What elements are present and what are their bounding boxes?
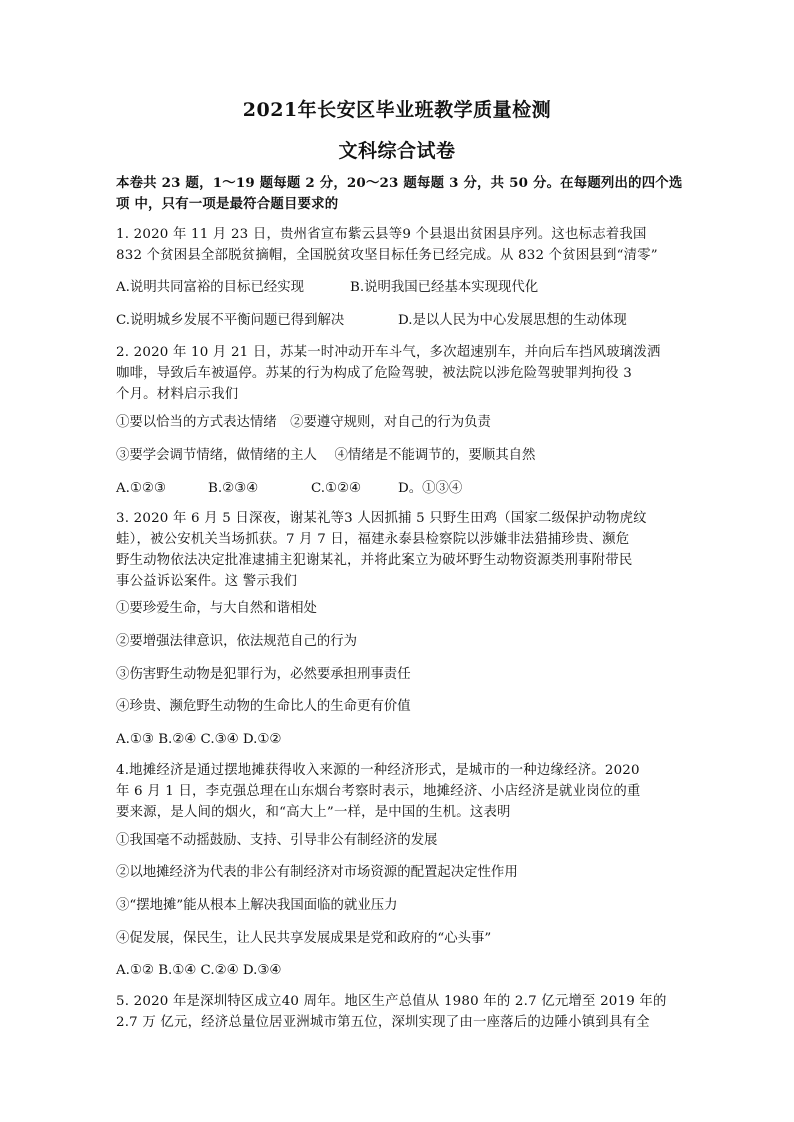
question-1-options-row-2 bbox=[116, 310, 684, 331]
question-5-stem bbox=[116, 991, 684, 1033]
instructions-line: 项 中，只有一项是最符合题目要求的 bbox=[116, 196, 339, 212]
question-3-options[interactable]: A.①③ B.②④ C.③④ D.①② bbox=[116, 732, 282, 747]
option-d[interactable]: D。①③④ bbox=[398, 481, 463, 496]
question-2-item-line: ③要学会调节情绪，做情绪的主人 ④情绪是不能调节的，要顺其自然 bbox=[116, 448, 536, 463]
option-b[interactable]: B.说明我国已经基本实现现代化 bbox=[350, 280, 539, 295]
stem-line: 2.7 万 亿元，经济总量位居亚洲城市第五位，深圳实现了由一座落后的边陲小镇到具有全 bbox=[116, 1015, 650, 1030]
stem-line: 咖啡，导致后车被逼停。苏某的行为构成了危险驾驶，被法院以涉危险驾驶罪判拘役 3 bbox=[116, 366, 633, 381]
stem-line: 蛙），被公安机关当场抓获。7 月 7 日，福建永泰县检察院以涉嫌非法猎捕珍贵、濒危 bbox=[116, 532, 630, 547]
question-4-item-line: ①我国毫不动摇鼓励、支持、引导非公有制经济的发展 bbox=[116, 833, 438, 848]
question-3-item-line: ④珍贵、濒危野生动物的生命比人的生命更有价值 bbox=[116, 699, 411, 714]
option-a[interactable]: A.说明共同富裕的目标已经实现 bbox=[116, 280, 305, 295]
page-subtitle: 文科综合试卷 bbox=[338, 140, 456, 162]
question-2-options bbox=[116, 478, 684, 499]
stem-line: 事公益诉讼案件。这 警示我们 bbox=[116, 574, 298, 589]
instructions bbox=[116, 173, 684, 215]
question-3-item-line: ①要珍爱生命，与大自然和谐相处 bbox=[116, 601, 317, 616]
instructions-line: 本卷共 23 题，1～19 题每题 2 分，20～23 题每题 3 分，共 50 分。在每题列出的四个选 bbox=[116, 175, 683, 191]
option-a[interactable]: A.①②③ bbox=[116, 481, 166, 496]
question-4-item-line: ④促发展，保民生，让人民共享发展成果是党和政府的“心头事” bbox=[116, 931, 492, 946]
option-b[interactable]: B.②③④ bbox=[208, 481, 259, 496]
stem-line: 年 6 月 1 日，李克强总理在山东烟台考察时表示，地摊经济、小店经济是就业岗位的重 bbox=[116, 784, 641, 799]
question-4-stem bbox=[116, 760, 684, 823]
page-title: 2021年长安区毕业班教学质量检测 bbox=[242, 99, 552, 121]
stem-line: 要来源，是人间的烟火，和“高大上”一样，是中国的生机。这表明 bbox=[116, 805, 511, 820]
question-3-stem bbox=[116, 508, 684, 592]
question-3-item-line: ③伤害野生动物是犯罪行为，必然要承担刑事责任 bbox=[116, 667, 411, 682]
question-3-item-line: ②要增强法律意识，依法规范自己的行为 bbox=[116, 634, 358, 649]
question-1-stem bbox=[116, 224, 684, 266]
stem-line: 1. 2020 年 11 月 23 日，贵州省宣布紫云县等9 个县退出贫困县序列。这也标志着我国 bbox=[116, 227, 647, 242]
question-4-item-line: ②以地摊经济为代表的非公有制经济对市场资源的配置起决定性作用 bbox=[116, 865, 518, 880]
option-d[interactable]: D.是以人民为中心发展思想的生动体现 bbox=[398, 313, 627, 328]
stem-line: 2. 2020 年 10 月 21 日，苏某一时冲动开车斗气，多次超速别车，并向后车挡风玻璃泼洒 bbox=[116, 345, 661, 360]
question-4-item-line: ③“摆地摊”能从根本上解决我国面临的就业压力 bbox=[116, 898, 398, 913]
stem-line: 3. 2020 年 6 月 5 日深夜，谢某礼等3 人因抓捕 5 只野生田鸡（国家二级保护动物虎纹 bbox=[116, 511, 647, 526]
question-2-stem bbox=[116, 342, 684, 405]
option-c[interactable]: C.①②④ bbox=[311, 481, 362, 496]
question-4-options[interactable]: A.①② B.①④ C.②④ D.③④ bbox=[116, 963, 282, 978]
stem-line: 个月。材料启示我们 bbox=[116, 387, 239, 402]
question-2-item-line: ①要以恰当的方式表达情绪 ②要遵守规则，对自己的行为负责 bbox=[116, 415, 491, 430]
stem-line: 832 个贫困县全部脱贫摘帽，全国脱贫攻坚目标任务已经完成。从 832 个贫困县到“清零” bbox=[116, 248, 658, 263]
question-1-options-row-1 bbox=[116, 277, 684, 298]
stem-line: 野生动物依法决定批准逮捕主犯谢某礼，并将此案立为破坏野生动物资源类刑事附带民 bbox=[116, 553, 633, 568]
stem-line: 5. 2020 年是深圳特区成立40 周年。地区生产总值从 1980 年的 2.7 亿元增至 2019 年的 bbox=[116, 994, 667, 1009]
option-c[interactable]: C.说明城乡发展不平衡问题已得到解决 bbox=[116, 313, 345, 328]
stem-line: 4.地摊经济是通过摆地摊获得收入来源的一种经济形式，是城市的一种边缘经济。2020 bbox=[116, 763, 640, 778]
